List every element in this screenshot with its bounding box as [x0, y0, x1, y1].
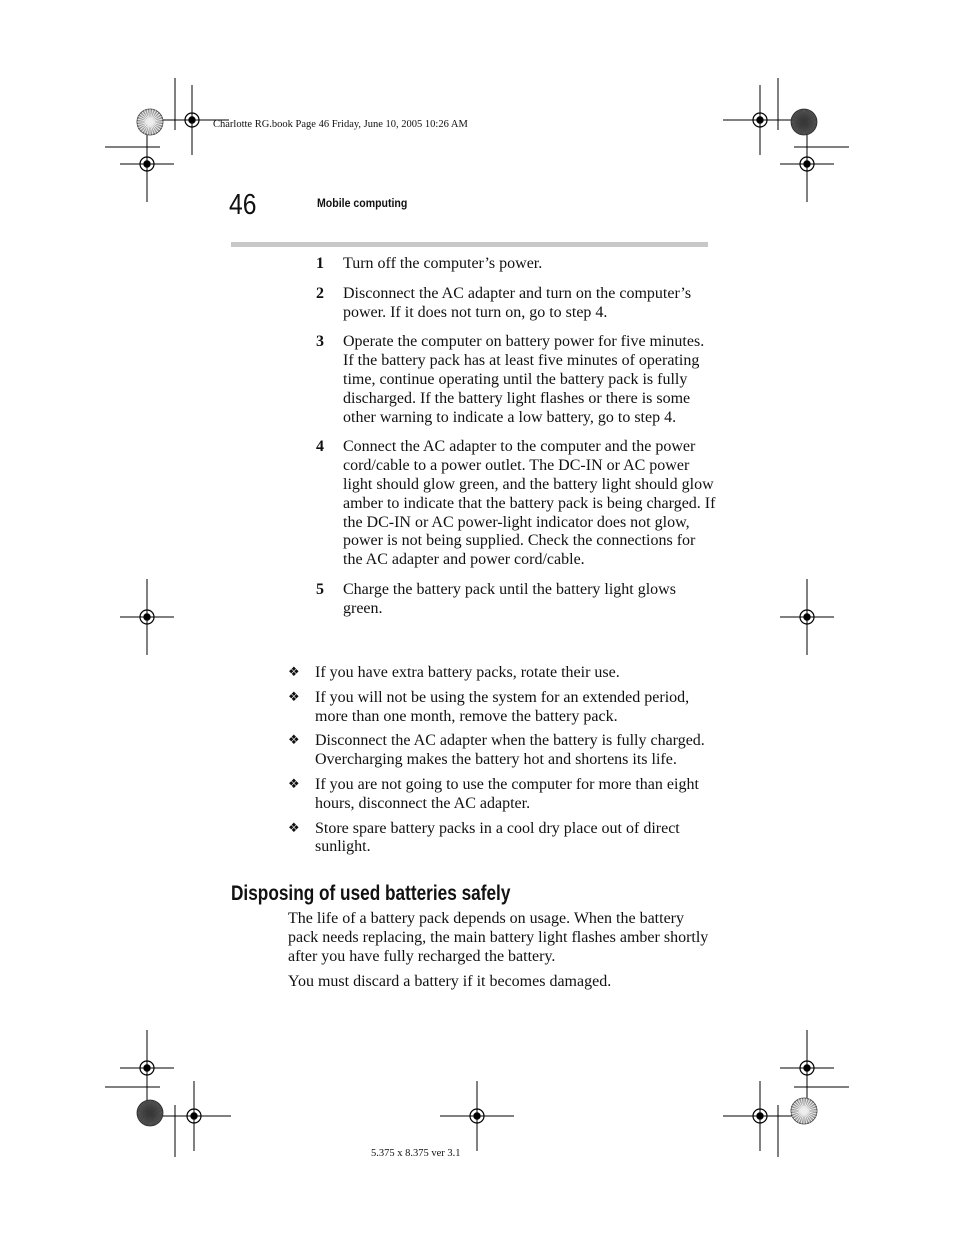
star-target [137, 1100, 163, 1126]
diamond-bullet-icon: ❖ [288, 776, 300, 792]
list-item [288, 732, 713, 770]
book-slug: Charlotte RG.book Page 46 Friday, June 10, 2005 10:26 AM [213, 119, 468, 130]
running-header: Mobile computing [317, 196, 408, 210]
step-number: 1 [316, 255, 324, 272]
step-text: Turn off the computer’s power. [343, 255, 543, 272]
list-item [288, 820, 713, 858]
step-item [316, 581, 716, 619]
list-item-text: Disconnect the AC adapter when the battery is fully charged. Overcharging makes the battery hot and shortens its life. [315, 732, 705, 769]
step-text: Operate the computer on battery power for five minutes. If the battery pack has at least five minutes of operating time, continue operating until the battery pack is fully discharged. If the battery light flashes or there is some other warning to indicate a low battery, go to step 4. [343, 333, 705, 426]
list-item [288, 664, 713, 683]
list-item-text: If you have extra battery packs, rotate their use. [315, 664, 620, 681]
step-item [316, 285, 716, 323]
section-heading: Disposing of used batteries safely [231, 882, 511, 905]
diamond-bullet-icon: ❖ [288, 665, 300, 680]
registration-mark [723, 85, 797, 155]
page-number: 46 [229, 189, 257, 221]
trim-size-note: 5.375 x 8.375 ver 3.1 [371, 1148, 461, 1159]
body-paragraph: You must discard a battery if it becomes damaged. [288, 973, 612, 990]
step-number: 5 [316, 580, 324, 598]
list-item-text: Store spare battery packs in a cool dry place out of direct sunlight. [315, 819, 680, 856]
registration-mark [723, 1081, 797, 1151]
step-text: Connect the AC adapter to the computer and the power cord/cable to a power outlet. The DC-IN or AC power light should glow green, and the battery light should glow amber to indicate that the battery pack is being charged. If the DC-IN or AC power-light indicator does not glow, power is not being supplied. Check the connections for the AC adapter and power cord/cable. [343, 438, 716, 569]
star-target [791, 1098, 817, 1124]
step-item [316, 438, 716, 570]
diamond-bullet-icon: ❖ [288, 820, 300, 836]
body-paragraph: The life of a battery pack depends on usage. When the battery pack needs replacing, the main battery light flashes amber shortly after you have fully recharged the battery. [288, 910, 709, 965]
registration-mark [157, 1081, 231, 1151]
diamond-bullet-icon: ❖ [288, 733, 300, 749]
registration-mark [120, 126, 174, 202]
step-number: 4 [316, 438, 324, 456]
diamond-bullet-icon: ❖ [288, 689, 300, 705]
step-number: 3 [316, 333, 324, 351]
star-target [791, 109, 817, 135]
step-text: Charge the battery pack until the battery light glows green. [343, 580, 676, 617]
registration-mark [780, 1030, 834, 1106]
step-item [316, 333, 716, 427]
star-target [137, 109, 163, 135]
registration-mark [120, 579, 174, 655]
registration-mark [780, 126, 834, 202]
registration-mark [780, 579, 834, 655]
registration-mark [440, 1081, 514, 1151]
tips-list [288, 664, 713, 863]
list-item [288, 689, 713, 727]
list-item [288, 776, 713, 814]
registration-mark [120, 1030, 174, 1106]
list-item-text: If you are not going to use the computer for more than eight hours, disconnect the AC adapter. [315, 775, 699, 812]
step-item [316, 255, 716, 274]
step-number: 2 [316, 284, 324, 302]
numbered-steps [316, 255, 716, 630]
header-rule [231, 242, 708, 247]
list-item-text: If you will not be using the system for an extended period, more than one month, remove the battery pack. [315, 688, 690, 725]
step-text: Disconnect the AC adapter and turn on the computer’s power. If it does not turn on, go to step 4. [343, 284, 692, 321]
